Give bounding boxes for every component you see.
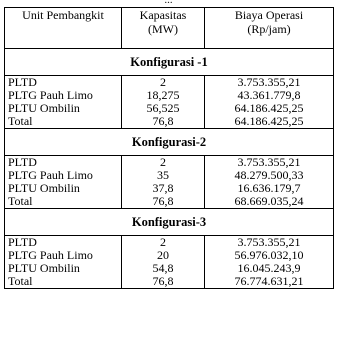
capacity-cell: 35	[122, 169, 205, 182]
unit-cell: PLTU Ombilin	[5, 102, 122, 115]
cost-cell: 48.279.500,33	[205, 169, 334, 182]
header-capacity	[122, 8, 205, 49]
unit-cell: PLTG Pauh Limo	[5, 249, 122, 262]
table-row	[5, 236, 334, 250]
cost-cell: 16.045.243,9	[205, 262, 334, 275]
power-plant-configuration-table	[4, 7, 334, 289]
section-title: Konfigurasi-3	[5, 209, 334, 236]
unit-cell: PLTG Pauh Limo	[5, 169, 122, 182]
unit-cell: PLTU Ombilin	[5, 182, 122, 195]
cost-cell: 16.636.179,7	[205, 182, 334, 195]
capacity-cell: 37,8	[122, 182, 205, 195]
table-row	[5, 76, 334, 90]
header-cost-label: Biaya Operasi	[234, 8, 304, 22]
section-title: Konfigurasi -1	[5, 49, 334, 76]
unit-cell: PLTD	[5, 76, 122, 90]
header-capacity-unit: (MW)	[148, 22, 178, 36]
capacity-cell: 20	[122, 249, 205, 262]
capacity-cell: 2	[122, 156, 205, 170]
table-row-total	[5, 195, 334, 209]
capacity-cell: 18,275	[122, 89, 205, 102]
table-row-total	[5, 275, 334, 289]
header-unit-label: Unit Pembangkit	[22, 8, 104, 22]
section-row	[5, 209, 334, 236]
header-unit	[5, 8, 122, 49]
unit-cell: Total	[5, 275, 122, 289]
table-row	[5, 156, 334, 170]
unit-cell: Total	[5, 115, 122, 129]
header-capacity-label: Kapasitas	[139, 8, 187, 22]
section-row	[5, 49, 334, 76]
cost-cell: 56.976.032,10	[205, 249, 334, 262]
table-header-row	[5, 8, 334, 49]
header-cost	[205, 8, 334, 49]
unit-cell: PLTD	[5, 156, 122, 170]
cost-cell: 3.753.355,21	[205, 236, 334, 250]
capacity-cell: 2	[122, 236, 205, 250]
capacity-cell: 54,8	[122, 262, 205, 275]
header-cost-unit: (Rp/jam)	[247, 22, 291, 36]
cost-cell: 3.753.355,21	[205, 76, 334, 90]
section-row	[5, 129, 334, 156]
capacity-cell: 2	[122, 76, 205, 90]
unit-cell: Total	[5, 195, 122, 209]
table-row-total	[5, 115, 334, 129]
section-title: Konfigurasi-2	[5, 129, 334, 156]
unit-cell: PLTG Pauh Limo	[5, 89, 122, 102]
cost-cell: 3.753.355,21	[205, 156, 334, 170]
cost-cell: 76.774.631,21	[205, 275, 334, 289]
capacity-cell: 76,8	[122, 195, 205, 209]
table-caption-fragment: ...	[164, 0, 173, 6]
capacity-cell: 76,8	[122, 115, 205, 129]
capacity-cell: 76,8	[122, 275, 205, 289]
cost-cell: 64.186.425,25	[205, 115, 334, 129]
cost-cell: 64.186.425,25	[205, 102, 334, 115]
unit-cell: PLTD	[5, 236, 122, 250]
cost-cell: 68.669.035,24	[205, 195, 334, 209]
unit-cell: PLTU Ombilin	[5, 262, 122, 275]
capacity-cell: 56,525	[122, 102, 205, 115]
cost-cell: 43.361.779,8	[205, 89, 334, 102]
